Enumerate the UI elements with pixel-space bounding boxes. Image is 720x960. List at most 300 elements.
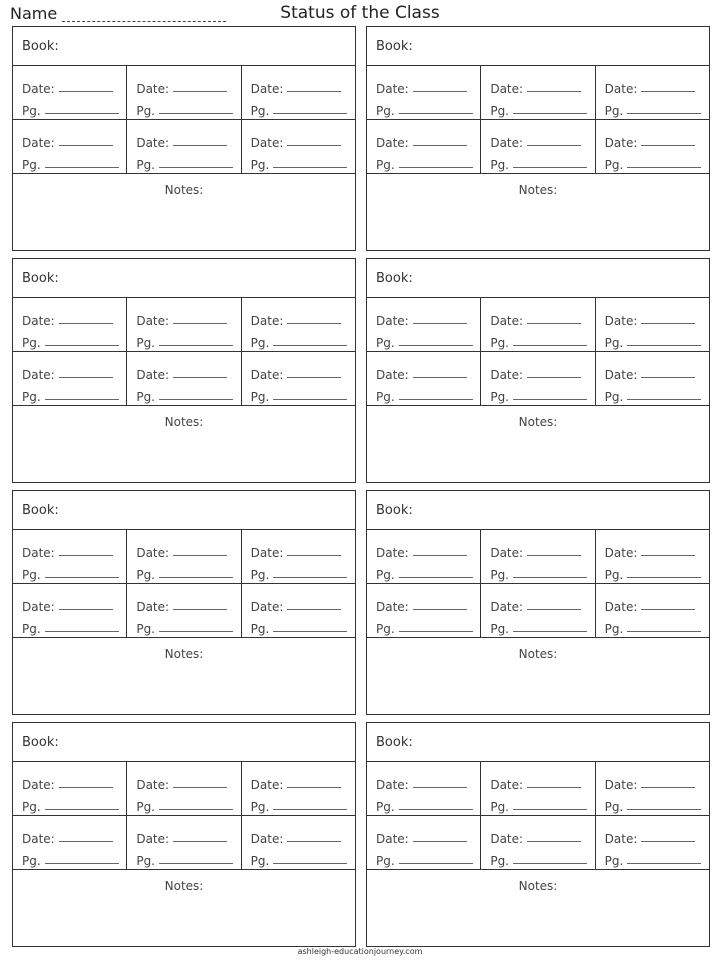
entry-cell <box>13 816 127 869</box>
book-field[interactable] <box>367 259 709 298</box>
page-field[interactable] <box>399 345 473 346</box>
date-line <box>490 824 590 846</box>
page-line <box>605 560 705 582</box>
page-label: Pg. <box>376 800 395 814</box>
page-field[interactable] <box>45 631 119 632</box>
date-field[interactable] <box>287 145 341 146</box>
date-field[interactable] <box>173 145 227 146</box>
entry-row <box>367 762 709 816</box>
book-field[interactable] <box>13 27 355 66</box>
date-line <box>22 128 122 150</box>
date-label: Date: <box>604 368 638 382</box>
date-field[interactable] <box>641 609 695 610</box>
page-field[interactable] <box>159 113 233 114</box>
date-field[interactable] <box>287 91 341 92</box>
date-field[interactable] <box>641 91 695 92</box>
page-line <box>605 150 705 172</box>
date-label: Date: <box>490 82 524 96</box>
page-field[interactable] <box>627 345 701 346</box>
page-label: Pg. <box>22 854 41 868</box>
page-field[interactable] <box>627 399 701 400</box>
page-field[interactable] <box>513 345 587 346</box>
page-field[interactable] <box>273 809 347 810</box>
date-label: Date: <box>22 832 55 846</box>
page-field[interactable] <box>627 167 701 168</box>
date-label: Date: <box>136 546 170 560</box>
page-field[interactable] <box>627 809 701 810</box>
date-line <box>490 592 590 614</box>
date-field[interactable] <box>287 377 341 378</box>
entry-cell <box>127 816 241 869</box>
page-field[interactable] <box>159 863 233 864</box>
page-header <box>0 0 720 26</box>
entry-cell <box>481 120 595 173</box>
status-card <box>366 490 710 715</box>
page-field[interactable] <box>45 809 119 810</box>
notes-label: Notes: <box>164 183 204 197</box>
status-card <box>366 258 710 483</box>
date-line <box>490 128 590 150</box>
date-label: Date: <box>136 314 170 328</box>
entry-cell <box>596 298 709 351</box>
date-line <box>490 360 590 382</box>
date-field[interactable] <box>173 609 227 610</box>
status-card <box>12 258 356 483</box>
date-label: Date: <box>136 82 170 96</box>
date-label: Date: <box>136 778 170 792</box>
page-field[interactable] <box>273 113 347 114</box>
page-label: Pg. <box>604 390 624 404</box>
entry-row <box>13 120 355 174</box>
date-line <box>251 360 351 382</box>
page-line <box>22 846 122 868</box>
book-label: Book: <box>22 38 59 54</box>
page-field[interactable] <box>45 167 119 168</box>
page-line <box>251 328 351 350</box>
entry-row <box>13 298 355 352</box>
notes-area[interactable] <box>367 638 709 714</box>
date-line <box>136 360 236 382</box>
date-field[interactable] <box>641 787 695 788</box>
entry-row <box>367 66 709 120</box>
date-field[interactable] <box>413 323 467 324</box>
date-field[interactable] <box>59 323 113 324</box>
book-label: Book: <box>376 38 413 54</box>
page-line <box>490 560 590 582</box>
page-line <box>376 96 476 118</box>
page-field[interactable] <box>45 863 119 864</box>
date-field[interactable] <box>527 787 581 788</box>
entry-cell <box>367 530 481 583</box>
entry-cell <box>596 66 709 119</box>
date-line <box>376 74 476 96</box>
entry-cell <box>596 584 709 637</box>
notes-label: Notes: <box>164 647 204 661</box>
date-field[interactable] <box>527 609 581 610</box>
page-line <box>605 846 705 868</box>
date-line <box>22 592 122 614</box>
date-field[interactable] <box>287 841 341 842</box>
entry-cell <box>127 120 241 173</box>
date-line <box>251 538 351 560</box>
date-field[interactable] <box>527 841 581 842</box>
entry-cell <box>596 352 709 405</box>
entry-row <box>13 584 355 638</box>
date-line <box>376 824 476 846</box>
date-label: Date: <box>604 82 638 96</box>
date-label: Date: <box>490 368 524 382</box>
page-field[interactable] <box>399 399 473 400</box>
entry-cell <box>242 816 355 869</box>
page-field[interactable] <box>159 631 233 632</box>
page-field[interactable] <box>627 631 701 632</box>
date-field[interactable] <box>173 377 227 378</box>
page-label: Pg. <box>250 622 270 636</box>
date-line <box>605 770 705 792</box>
page-line <box>376 150 476 172</box>
date-field[interactable] <box>413 377 467 378</box>
page-title: Status of the Class <box>280 3 440 23</box>
date-line <box>490 306 590 328</box>
book-field[interactable] <box>13 491 355 530</box>
date-line <box>605 360 705 382</box>
page-field[interactable] <box>513 631 587 632</box>
date-line <box>490 770 590 792</box>
entry-cell <box>481 816 595 869</box>
page-label: Pg. <box>250 158 270 172</box>
date-line <box>22 306 122 328</box>
date-label: Date: <box>490 600 524 614</box>
page-label: Pg. <box>604 336 624 350</box>
entry-cell <box>242 530 355 583</box>
page-field[interactable] <box>273 631 347 632</box>
book-field[interactable] <box>13 259 355 298</box>
date-field[interactable] <box>641 841 695 842</box>
page-line <box>251 792 351 814</box>
entry-cell <box>367 120 481 173</box>
book-field[interactable] <box>367 27 709 66</box>
page-label: Pg. <box>250 390 270 404</box>
page-field[interactable] <box>627 113 701 114</box>
date-line <box>490 74 590 96</box>
page-line <box>251 96 351 118</box>
status-card <box>12 722 356 947</box>
date-field[interactable] <box>59 377 113 378</box>
page-field[interactable] <box>627 577 701 578</box>
page-label: Pg. <box>22 336 41 350</box>
book-label: Book: <box>22 734 59 750</box>
date-field[interactable] <box>59 555 113 556</box>
date-field[interactable] <box>413 787 467 788</box>
date-field[interactable] <box>173 787 227 788</box>
date-line <box>136 538 236 560</box>
date-label: Date: <box>490 136 524 150</box>
date-field[interactable] <box>173 323 227 324</box>
page-field[interactable] <box>513 113 587 114</box>
date-field[interactable] <box>527 91 581 92</box>
date-field[interactable] <box>59 609 113 610</box>
date-field[interactable] <box>413 91 467 92</box>
entry-cell <box>127 530 241 583</box>
entry-cell <box>367 298 481 351</box>
date-line <box>22 538 122 560</box>
page-label: Pg. <box>136 104 155 118</box>
notes-area[interactable] <box>367 174 709 250</box>
page-label: Pg. <box>22 158 41 172</box>
date-field[interactable] <box>413 555 467 556</box>
date-field[interactable] <box>173 91 227 92</box>
page-field[interactable] <box>399 577 473 578</box>
page-label: Pg. <box>490 336 509 350</box>
page-line <box>22 560 122 582</box>
notes-area[interactable] <box>13 870 355 946</box>
page-field[interactable] <box>513 399 587 400</box>
date-label: Date: <box>22 600 55 614</box>
date-field[interactable] <box>59 145 113 146</box>
page-label: Pg. <box>490 158 509 172</box>
entry-cell <box>242 298 355 351</box>
page-label: Pg. <box>250 104 270 118</box>
status-card <box>366 722 710 947</box>
entry-cell <box>367 584 481 637</box>
page-line <box>136 846 236 868</box>
page-line <box>136 150 236 172</box>
page-field[interactable] <box>627 863 701 864</box>
page-field[interactable] <box>273 577 347 578</box>
page-field[interactable] <box>273 863 347 864</box>
date-label: Date: <box>22 136 55 150</box>
entry-cell <box>127 66 241 119</box>
date-line <box>251 824 351 846</box>
date-label: Date: <box>136 600 170 614</box>
page-label: Pg. <box>604 622 624 636</box>
date-label: Date: <box>604 546 638 560</box>
notes-label: Notes: <box>518 647 558 661</box>
date-field[interactable] <box>527 145 581 146</box>
page-field[interactable] <box>159 399 233 400</box>
page-field[interactable] <box>513 167 587 168</box>
page-line <box>136 382 236 404</box>
date-line <box>251 592 351 614</box>
page-label: Pg. <box>250 336 270 350</box>
book-label: Book: <box>376 502 413 518</box>
page-label: Pg. <box>22 104 41 118</box>
page-label: Pg. <box>22 390 41 404</box>
page-line <box>251 150 351 172</box>
date-label: Date: <box>376 832 409 846</box>
page-field[interactable] <box>399 113 473 114</box>
page-field[interactable] <box>273 399 347 400</box>
date-label: Date: <box>490 778 524 792</box>
page-field[interactable] <box>513 809 587 810</box>
page-field[interactable] <box>159 345 233 346</box>
page-line <box>22 614 122 636</box>
entry-cell <box>127 352 241 405</box>
page-line <box>376 382 476 404</box>
date-field[interactable] <box>287 787 341 788</box>
page-line <box>376 846 476 868</box>
date-field[interactable] <box>287 323 341 324</box>
page-field[interactable] <box>45 577 119 578</box>
date-field[interactable] <box>173 841 227 842</box>
date-label: Date: <box>22 778 55 792</box>
date-field[interactable] <box>287 555 341 556</box>
date-field[interactable] <box>173 555 227 556</box>
date-field[interactable] <box>527 555 581 556</box>
entry-cell <box>242 66 355 119</box>
page-field[interactable] <box>513 577 587 578</box>
book-field[interactable] <box>13 723 355 762</box>
entry-cell <box>367 816 481 869</box>
date-line <box>136 770 236 792</box>
notes-area[interactable] <box>13 638 355 714</box>
page-label: Pg. <box>22 800 41 814</box>
date-field[interactable] <box>527 377 581 378</box>
entry-cell <box>242 120 355 173</box>
date-line <box>251 770 351 792</box>
page-line <box>490 328 590 350</box>
date-label: Date: <box>22 314 55 328</box>
date-line <box>136 592 236 614</box>
date-label: Date: <box>250 832 284 846</box>
date-line <box>22 770 122 792</box>
entry-cell <box>13 352 127 405</box>
entry-cell <box>242 352 355 405</box>
date-field[interactable] <box>527 323 581 324</box>
date-label: Date: <box>250 368 284 382</box>
page-field[interactable] <box>399 809 473 810</box>
page-label: Pg. <box>250 800 270 814</box>
page-line <box>251 846 351 868</box>
page-label: Pg. <box>136 336 155 350</box>
page-line <box>22 150 122 172</box>
date-field[interactable] <box>413 609 467 610</box>
date-line <box>376 128 476 150</box>
page-field[interactable] <box>45 113 119 114</box>
entry-row <box>13 530 355 584</box>
page-line <box>251 382 351 404</box>
page-field[interactable] <box>399 863 473 864</box>
page-label: Pg. <box>604 800 624 814</box>
date-line <box>136 128 236 150</box>
page-line <box>490 846 590 868</box>
notes-area[interactable] <box>367 406 709 482</box>
page-field[interactable] <box>159 809 233 810</box>
entry-cell <box>13 66 127 119</box>
date-label: Date: <box>490 832 524 846</box>
page-field[interactable] <box>45 399 119 400</box>
notes-label: Notes: <box>164 879 204 893</box>
date-line <box>376 592 476 614</box>
page-field[interactable] <box>399 631 473 632</box>
date-line <box>605 128 705 150</box>
page-label: Pg. <box>490 622 509 636</box>
entry-cell <box>242 762 355 815</box>
date-field[interactable] <box>59 91 113 92</box>
date-line <box>251 128 351 150</box>
date-field[interactable] <box>641 323 695 324</box>
date-label: Date: <box>250 82 284 96</box>
entry-cell <box>596 530 709 583</box>
page-field[interactable] <box>45 345 119 346</box>
entry-cell <box>13 530 127 583</box>
entry-cell <box>13 584 127 637</box>
date-field[interactable] <box>59 787 113 788</box>
date-field[interactable] <box>413 145 467 146</box>
date-line <box>376 538 476 560</box>
date-field[interactable] <box>413 841 467 842</box>
page-line <box>136 792 236 814</box>
page-field[interactable] <box>399 167 473 168</box>
page-line <box>22 382 122 404</box>
page-line <box>22 792 122 814</box>
date-label: Date: <box>376 546 409 560</box>
date-field[interactable] <box>641 145 695 146</box>
entry-row <box>367 530 709 584</box>
book-field[interactable] <box>367 723 709 762</box>
page-label: Pg. <box>22 568 41 582</box>
entry-cell <box>367 66 481 119</box>
date-label: Date: <box>604 778 638 792</box>
entry-cell <box>481 530 595 583</box>
page-line <box>376 328 476 350</box>
page-label: Pg. <box>376 336 395 350</box>
notes-label: Notes: <box>518 183 558 197</box>
entry-cell <box>13 120 127 173</box>
entry-row <box>13 352 355 406</box>
page-line <box>490 614 590 636</box>
page-line <box>376 792 476 814</box>
page-field[interactable] <box>273 167 347 168</box>
notes-area[interactable] <box>13 406 355 482</box>
page-field[interactable] <box>513 863 587 864</box>
page-field[interactable] <box>273 345 347 346</box>
notes-label: Notes: <box>164 415 204 429</box>
page-label: Pg. <box>604 568 624 582</box>
date-line <box>605 592 705 614</box>
date-field[interactable] <box>59 841 113 842</box>
book-label: Book: <box>376 270 413 286</box>
name-label: Name <box>10 4 58 23</box>
page-line <box>251 614 351 636</box>
page-line <box>376 614 476 636</box>
date-line <box>251 306 351 328</box>
notes-label: Notes: <box>518 415 558 429</box>
book-field[interactable] <box>367 491 709 530</box>
date-line <box>376 360 476 382</box>
date-label: Date: <box>490 314 524 328</box>
date-label: Date: <box>22 546 55 560</box>
notes-area[interactable] <box>13 174 355 250</box>
page-label: Pg. <box>604 104 624 118</box>
date-field[interactable] <box>641 555 695 556</box>
page-label: Pg. <box>136 854 155 868</box>
date-line <box>136 306 236 328</box>
date-line <box>251 74 351 96</box>
date-field[interactable] <box>287 609 341 610</box>
page-field[interactable] <box>159 167 233 168</box>
notes-area[interactable] <box>367 870 709 946</box>
date-line <box>22 74 122 96</box>
page-label: Pg. <box>22 622 41 636</box>
page-line <box>605 96 705 118</box>
book-label: Book: <box>22 502 59 518</box>
entry-row <box>13 816 355 870</box>
page-label: Pg. <box>250 568 270 582</box>
date-label: Date: <box>136 832 170 846</box>
date-field[interactable] <box>641 377 695 378</box>
page-field[interactable] <box>159 577 233 578</box>
